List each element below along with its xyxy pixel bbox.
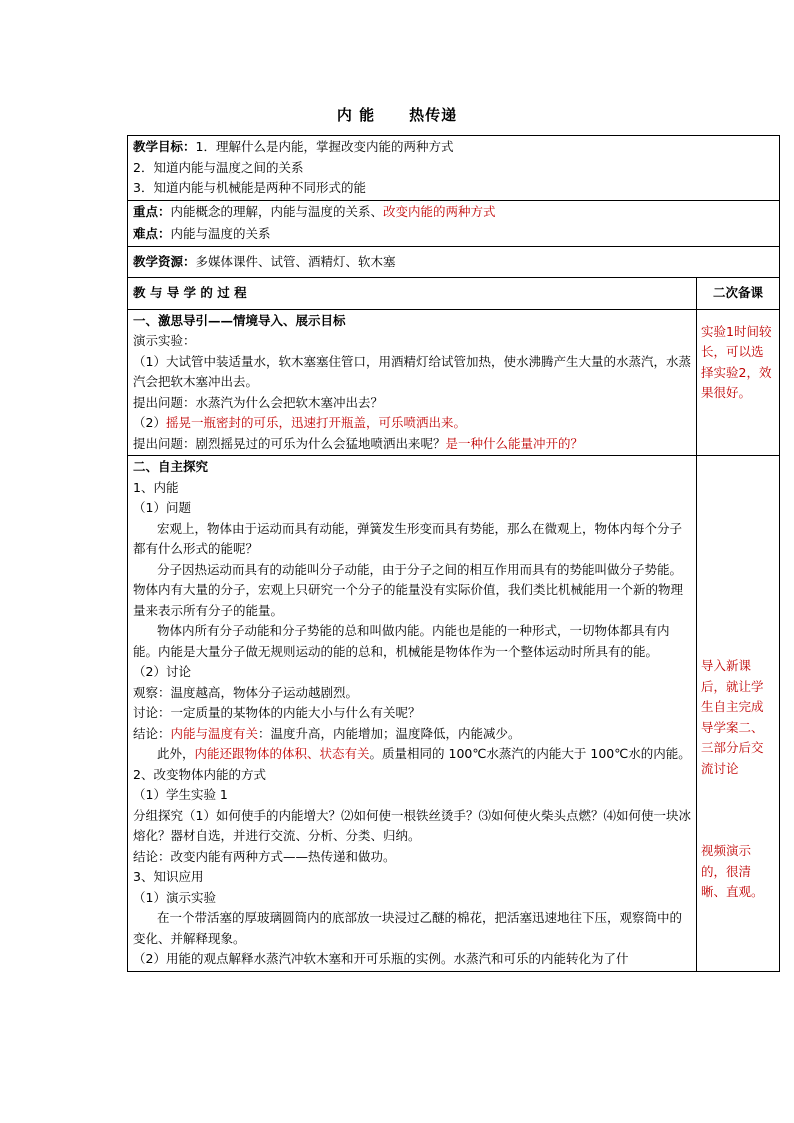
also-rest: 。质量相同的 100℃水蒸汽的内能大于 100℃水的内能。 [369,746,691,761]
goals-label: 教学目标： [133,139,196,154]
subsection-1: 1、内能 [133,479,179,495]
group-exploration: 分组探究（1）如何使手的内能增大？⑵如何使一根铁丝烫手？⑶如何使火柴头点燃？⑷如何使一块冰熔化？器材自选，并进行交流、分析、分类、归纳。 [133,807,691,843]
section1-q1: 提出问题：水蒸汽为什么会把软木塞冲出去？ [133,394,384,410]
section1-p1: （1）大试管中装适量水，软木塞塞住管口，用酒精灯给试管加热，使水沸腾产生大量的水蒸汽，水蒸汽会把软木塞冲出去。 [133,353,691,389]
conclusion-label: 结论： [133,725,171,741]
observation: 观察：温度越高，物体分子运动越剧烈。 [133,684,359,700]
subsection-1-question: （1）问题 [133,500,191,515]
title-part2: 热传递 [409,106,458,124]
difficulty-text: 内能与温度的关系 [170,226,271,241]
goal-1: 1．理解什么是内能，掌握改变内能的两种方式 [195,139,454,154]
discussion-heading: （2）讨论 [133,664,191,679]
resources-label: 教学资源： [133,253,196,269]
key-points-red: 改变内能的两种方式 [383,203,496,219]
section2-row [128,456,780,972]
lesson-plan-table [127,135,780,972]
subsection-2: 2、改变物体内能的方式 [133,766,266,782]
student-experiment: （1）学生实验 1 [133,787,228,802]
conclusion-rest: ：温度升高，内能增加；温度降低，内能减少。 [258,725,521,741]
paragraph-2: 分子因热运动而具有的动能叫分子动能，由于分子之间的相互作用而具有的势能叫做分子势能。物体内有大量的分子，宏观上只研究一个分子的能量没有实际价值，我们类比机械能用一个新的物理量来表示所有分子的能量。 [133,561,684,618]
section2-heading: 二、自主探究 [133,459,209,474]
subsection-3: 3、知识应用 [133,869,204,884]
section1-heading: 一、激思导引——情境导入、展示目标 [133,312,346,328]
title-part1: 内 能 [336,106,376,124]
paragraph-1: 宏观上，物体由于运动而具有动能，弹簧发生形变而具有势能，那么在微观上，物体内每个分子都有什么形式的能呢？ [133,520,683,556]
difficulty-label: 难点： [133,226,171,241]
section1-q2-red: 是一种什么能量冲开的？ [445,435,584,451]
notes-header: 二次备课 [697,278,780,310]
goal-3: 3．知道内能与机械能是两种不同形式的能 [133,180,366,195]
difficulty-row [128,223,780,246]
section1-p2-red: 摇晃一瓶密封的可乐，迅速打开瓶盖，可乐喷洒出来。 [165,415,466,430]
discussion-question: 讨论：一定质量的某物体的内能大小与什么有关呢？ [133,705,421,720]
page-title [0,104,794,125]
subsection-3-item-2: （2）用能的观点解释水蒸汽冲软木塞和开可乐瓶的实例。水蒸汽和可乐的内能转化为了什 [133,951,629,966]
key-points-row [128,200,780,223]
section2-note-2: 视频演示的，很清晰、直观。 [701,843,764,899]
section1-p2-prefix: （2） [133,415,166,430]
section1-demo: 演示实验： [133,333,196,348]
process-header: 教 与 导 学 的 过 程 [128,278,697,310]
section2-note-1: 导入新课后，就让学生自主完成导学案二、三部分后交流讨论 [701,658,764,776]
also-prefix: 此外， [157,746,195,761]
also-red: 内能还跟物体的体积、状态有关 [194,746,370,761]
subsection-3-paragraph: 在一个带活塞的厚玻璃圆筒内的底部放一块浸过乙醚的棉花，把活塞迅速地往下压，观察筒中的变化、并解释现象。 [133,910,683,946]
resources-text: 多媒体课件、试管、酒精灯、软木塞 [195,253,396,269]
goal-2: 2．知道内能与温度之间的关系 [133,159,304,175]
process-header-row [128,278,780,310]
resources-row [128,246,780,278]
goals-row [128,136,780,201]
paragraph-3: 物体内所有分子动能和分子势能的总和叫做内能。内能也是能的一种形式，一切物体都具有内能。内能是大量分子做无规则运动的能的总和，机械能是物体作为一个整体运动时所具有的能。 [133,623,670,659]
section1-q2: 提出问题：剧烈摇晃过的可乐为什么会猛地喷洒出来呢？ [133,435,446,451]
key-points-label: 重点： [133,203,171,219]
subsection-3-demo: （1）演示实验 [133,889,216,905]
section1-note: 实验1时间较长，可以选择实验2，效果很好。 [701,323,772,400]
subsection-2-conclusion: 结论：改变内能有两种方式——热传递和做功。 [133,848,396,864]
key-points-text: 内能概念的理解，内能与温度的关系、 [170,203,384,219]
conclusion-red: 内能与温度有关 [170,725,259,741]
section1-row [128,309,780,456]
